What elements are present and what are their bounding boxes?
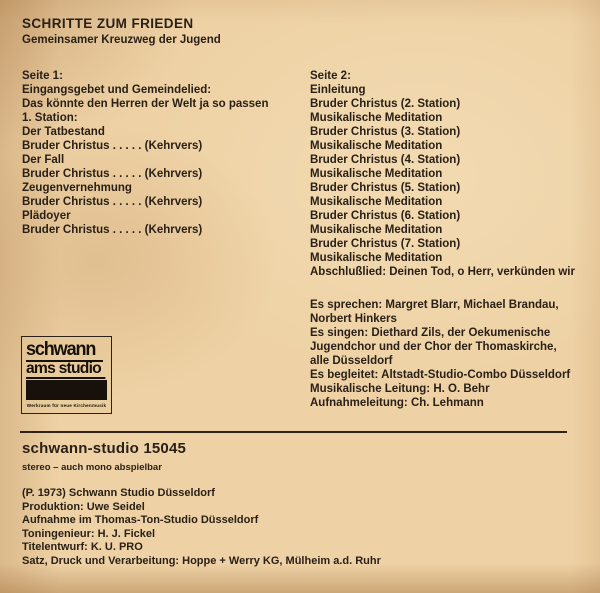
- text-line: Aufnahmeleitung: Ch. Lehmann: [310, 397, 484, 409]
- text-line: Titelentwurf: K. U. PRO: [22, 541, 143, 553]
- header: [22, 16, 221, 46]
- logo-word-schwann: schwann: [26, 342, 103, 362]
- text-line: Bruder Christus . . . . . (Kehrvers): [22, 224, 203, 236]
- side2-tracklist: [310, 69, 575, 279]
- album-subtitle: Gemeinsamer Kreuzweg der Jugend: [22, 34, 221, 46]
- text-line: Musikalische Meditation: [310, 252, 443, 264]
- schwann-ams-studio-logo: [21, 336, 112, 414]
- divider-rule: [20, 431, 567, 433]
- text-line: alle Düsseldorf: [310, 355, 393, 367]
- album-title: SCHRITTE ZUM FRIEDEN: [22, 16, 194, 31]
- text-line: Seite 1:: [22, 70, 63, 82]
- release-info: [22, 440, 186, 473]
- text-line: Produktion: Uwe Seidel: [22, 500, 145, 513]
- text-line: Plädoyer: [22, 210, 71, 222]
- text-line: (P. 1973) Schwann Studio Düsseldorf: [22, 487, 215, 499]
- text-line: Aufnahme im Thomas-Ton-Studio Düsseldorf: [22, 514, 259, 526]
- logo-word-ams-studio: ams studio: [26, 362, 105, 379]
- text-line: Toningenieur: H. J. Fickel: [22, 527, 156, 540]
- format-note: stereo – auch mono abspielbar: [22, 462, 162, 473]
- text-line: Musikalische Meditation: [310, 224, 443, 236]
- production-credits: [22, 487, 381, 568]
- text-line: Es sprechen: Margret Blarr, Michael Brandau,: [310, 299, 559, 311]
- logo-black-block: [26, 380, 107, 400]
- text-line: Zeugenvernehmung: [22, 182, 132, 194]
- text-line: Einleitung: [310, 84, 366, 96]
- performer-credits: [310, 298, 570, 410]
- text-line: Satz, Druck und Verarbeitung: Hoppe + Werry KG, Mülheim a.d. Ruhr: [22, 554, 381, 567]
- text-line: 1. Station:: [22, 112, 78, 124]
- text-line: Abschlußlied: Deinen Tod, o Herr, verkünden wir: [310, 266, 575, 278]
- text-line: Norbert Hinkers: [310, 313, 397, 325]
- text-line: Es singen: Diethard Zils, der Oekumenische: [310, 327, 551, 339]
- logo-tagline: Werkraum für neue Kirchenmusik: [26, 402, 107, 408]
- side1-tracklist: [22, 69, 268, 237]
- text-line: Musikalische Leitung: H. O. Behr: [310, 383, 490, 395]
- text-line: Es begleitet: Altstadt-Studio-Combo Düsseldorf: [310, 369, 571, 381]
- text-line: Der Fall: [22, 154, 65, 166]
- text-line: Musikalische Meditation: [310, 196, 443, 208]
- text-line: Seite 2:: [310, 70, 351, 82]
- text-line: Bruder Christus (2. Station): [310, 98, 461, 110]
- text-line: Bruder Christus (5. Station): [310, 182, 461, 194]
- text-line: Musikalische Meditation: [310, 168, 443, 180]
- text-line: Bruder Christus (6. Station): [310, 210, 461, 222]
- text-line: Musikalische Meditation: [310, 140, 443, 152]
- text-line: Bruder Christus (4. Station): [310, 154, 461, 166]
- text-line: Musikalische Meditation: [310, 112, 443, 124]
- text-line: Das könnte den Herren der Welt ja so passen: [22, 98, 269, 110]
- text-line: Bruder Christus . . . . . (Kehrvers): [22, 168, 203, 180]
- text-line: Der Tatbestand: [22, 126, 105, 138]
- text-line: Bruder Christus (7. Station): [310, 238, 461, 250]
- catalog-number: schwann-studio 15045: [22, 440, 187, 457]
- text-line: Bruder Christus . . . . . (Kehrvers): [22, 196, 203, 208]
- text-line: Bruder Christus (3. Station): [310, 126, 461, 138]
- text-line: Jugendchor und der Chor der Thomaskirche,: [310, 341, 557, 353]
- text-line: Eingangsgebet und Gemeindelied:: [22, 84, 212, 96]
- text-line: Bruder Christus . . . . . (Kehrvers): [22, 140, 203, 152]
